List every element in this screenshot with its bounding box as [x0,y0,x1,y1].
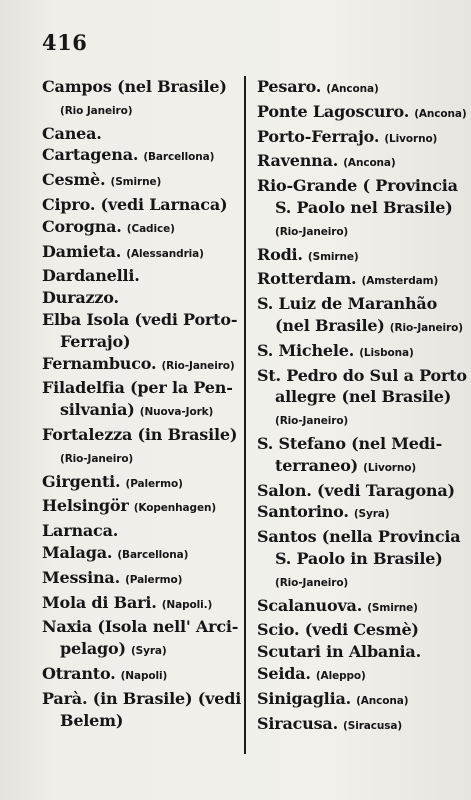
place-name: Scalanuova. [257,595,363,615]
page-number: 416 [42,30,88,55]
consulate-reference: (Syra) [353,508,390,521]
place-name: Sinigaglia. [257,688,351,708]
entry-line [42,592,238,617]
entry-line [257,101,467,126]
entry-line [42,471,238,496]
place-name: Fernambuco. [42,353,157,373]
consulate-reference: (Ancona) [414,107,467,120]
consulate-reference: (Livorno) [384,132,438,145]
entry-line [257,663,459,688]
entry-line [257,76,459,101]
index-entry [257,713,459,738]
index-entry [42,287,238,309]
entry-line [42,144,238,169]
place-name: Malaga. [42,542,113,562]
index-entry [42,76,238,123]
index-entry [257,268,459,293]
place-name: Corogna. [42,216,122,236]
entry-line [42,567,238,592]
entry-line [42,169,238,194]
place-name: Naxia (Isola nell' Arci- [42,617,239,637]
entry-line [42,194,238,216]
index-entry [257,293,463,340]
entry-line [42,309,238,331]
entry-line [257,595,459,620]
entry-line [257,526,459,548]
consulate-reference: (Rio-Janeiro) [161,359,235,372]
place-name: Belem) [60,710,124,730]
entry-line [257,340,459,365]
place-name: Cipro. (vedi Larnaca) [42,194,228,214]
index-entry [257,688,459,713]
consulate-reference: (Napoli) [120,669,168,682]
place-name: Girgenti. [42,471,121,491]
index-entry [257,619,459,641]
place-name: (nel Brasile) [275,315,385,335]
entry-line [257,455,459,480]
consulate-reference: (Aleppo) [315,669,366,682]
consulate-reference: (Amsterdam) [361,275,439,288]
right-column [257,76,467,737]
index-entry [42,688,242,732]
index-entry [42,495,238,520]
place-name: Salon. (vedi Taragona) [257,480,455,500]
entry-line [257,315,463,340]
place-name: S. Paolo nel Brasile) [275,197,453,217]
entry-line [42,241,238,266]
consulate-reference: (Rio Janeiro) [60,104,133,117]
consulate-reference: (Palermo) [125,573,183,586]
place-name: Durazzo. [42,288,119,308]
place-name: Ferrajo) [60,331,131,351]
entry-line [257,175,459,197]
column-divider [244,76,246,754]
index-entry [257,595,459,620]
place-name: Parà. (in Brasile) (vedi [42,688,242,708]
index-entry [257,365,467,433]
index-entry [42,520,238,542]
index-entry [257,480,459,502]
place-name: Rotterdam. [257,269,357,289]
entry-line [257,433,459,455]
place-name: S. Stefano (nel Medi- [257,433,443,453]
consulate-reference: (Smirne) [367,601,418,614]
consulate-reference: (Rio-Janeiro) [275,225,349,238]
place-name: terraneo) [275,455,359,475]
entry-line [257,688,459,713]
place-name: Fortalezza (in Brasile) [42,424,238,444]
place-name: Rodi. [257,244,303,264]
consulate-reference: (Ancona) [356,694,409,707]
entry-line [42,495,238,520]
place-name: Ponte Lagoscuro. [257,101,410,121]
left-column [42,76,242,731]
place-name: Larnaca. [42,521,119,541]
consulate-reference: (Rio-Janeiro) [60,452,134,465]
index-entry [257,150,459,175]
index-entry [42,241,238,266]
place-name: S. Paolo in Brasile) [275,548,443,568]
entry-line [42,446,238,471]
entry-line [257,150,459,175]
entry-line [42,216,238,241]
entry-line [42,638,238,663]
entry-line [257,641,459,663]
place-name: Scutari in Albania. [257,642,421,662]
consulate-reference: (Ancona) [343,157,396,170]
place-name: Cartagena. [42,145,139,165]
entry-line [42,123,238,145]
index-entry [42,592,238,617]
entry-line [257,386,459,408]
consulate-reference: (Alessandria) [126,247,204,260]
index-entry [42,542,238,567]
index-entry [42,216,238,241]
entry-line [257,244,459,269]
place-name: Helsingör [42,496,129,516]
entry-line [257,501,459,526]
index-entry [42,123,238,145]
place-name: pelago) [60,639,126,659]
entry-line [42,399,238,424]
place-name: Campos (nel Brasile) [42,77,227,96]
consulate-reference: (Barcellona) [143,151,215,164]
consulate-reference: (Siracusa) [343,719,403,732]
place-name: Filadelfia (per la Pen- [42,378,233,398]
consulate-reference: (Rio-Janeiro) [275,576,349,589]
index-entry [42,194,238,216]
entry-line [257,480,459,502]
consulate-reference: (Lisbona) [359,346,414,359]
place-name: Rio-Grande ( Provincia [257,176,458,196]
index-entry [42,265,238,287]
entry-line [42,353,238,378]
place-name: Mola di Bari. [42,592,157,612]
place-name: Dardanelli. [42,266,140,286]
place-name: Siracusa. [257,713,338,733]
index-entry [42,144,238,169]
place-name: Damieta. [42,241,122,261]
consulate-reference: (Palermo) [125,477,183,490]
consulate-reference: (Rio-Janeiro) [275,415,349,428]
place-name: Messina. [42,567,120,587]
index-entry [42,309,238,353]
place-name: Porto-Ferrajo. [257,126,380,146]
entry-line [257,365,467,387]
consulate-reference: (Nuova-Jork) [139,406,214,419]
index-entry [42,424,238,471]
entry-line [257,713,459,738]
entry-line [257,548,459,570]
entry-line [257,126,459,151]
place-name: silvania) [60,400,135,420]
index-entry [257,126,459,151]
place-name: S. Luiz de Maranhão [257,294,438,314]
consulate-reference: (Smirne) [110,176,162,189]
index-entry [42,663,238,688]
place-name: Ravenna. [257,151,339,171]
place-name: Pesaro. [257,77,322,96]
entry-line [257,268,459,293]
place-name: Otranto. [42,663,116,683]
place-name: Santos (nella Provincia [257,527,461,547]
entry-line [42,331,238,353]
index-entry [42,169,238,194]
entry-line [42,520,238,542]
index-entry [42,353,238,378]
consulate-reference: (Kopenhagen) [133,502,217,515]
entry-line [42,663,238,688]
place-name: allegre (nel Brasile) [275,387,452,407]
entry-line [42,76,238,98]
entry-line [42,287,238,309]
place-name: St. Pedro do Sul a Porto [257,365,467,385]
entry-line [42,424,238,446]
place-name: Santorino. [257,502,349,522]
consulate-reference: (Livorno) [363,461,417,474]
entry-line [257,408,459,433]
index-entry [257,101,467,126]
entry-line [42,542,238,567]
consulate-reference: (Ancona) [326,83,379,95]
index-entry [257,641,459,663]
index-entry [257,526,459,594]
entry-line [257,570,459,595]
consulate-reference: (Barcellona) [117,548,189,561]
consulate-reference: (Cadice) [126,222,175,235]
place-name: Seida. [257,663,311,683]
entry-line [42,377,238,399]
place-name: Scio. (vedi Cesmè) [257,620,419,640]
place-name: Cesmè. [42,170,106,190]
index-entry [257,433,459,480]
entry-line [257,219,459,244]
index-entry [42,567,238,592]
consulate-reference: (Napoli.) [161,598,213,611]
entry-line [257,293,459,315]
place-name: Elba Isola (vedi Porto- [42,309,238,329]
place-name: S. Michele. [257,340,355,360]
index-entry [257,244,459,269]
index-entry [42,471,238,496]
consulate-reference: (Syra) [130,645,167,658]
entry-line [257,619,459,641]
place-name: Canea. [42,123,102,143]
index-entry [257,340,459,365]
index-entry [42,616,238,663]
index-entry [257,175,459,243]
entry-line [42,710,238,732]
index-entry [257,663,459,688]
consulate-reference: (Smirne) [307,250,359,263]
consulate-reference: (Rio-Janeiro) [389,321,463,334]
index-entry [42,377,238,424]
entry-line [42,688,242,710]
index-entry [257,76,459,101]
entry-line [42,265,238,287]
entry-line [42,98,238,123]
entry-line [257,197,459,219]
index-entry [257,501,459,526]
entry-line [42,616,238,638]
